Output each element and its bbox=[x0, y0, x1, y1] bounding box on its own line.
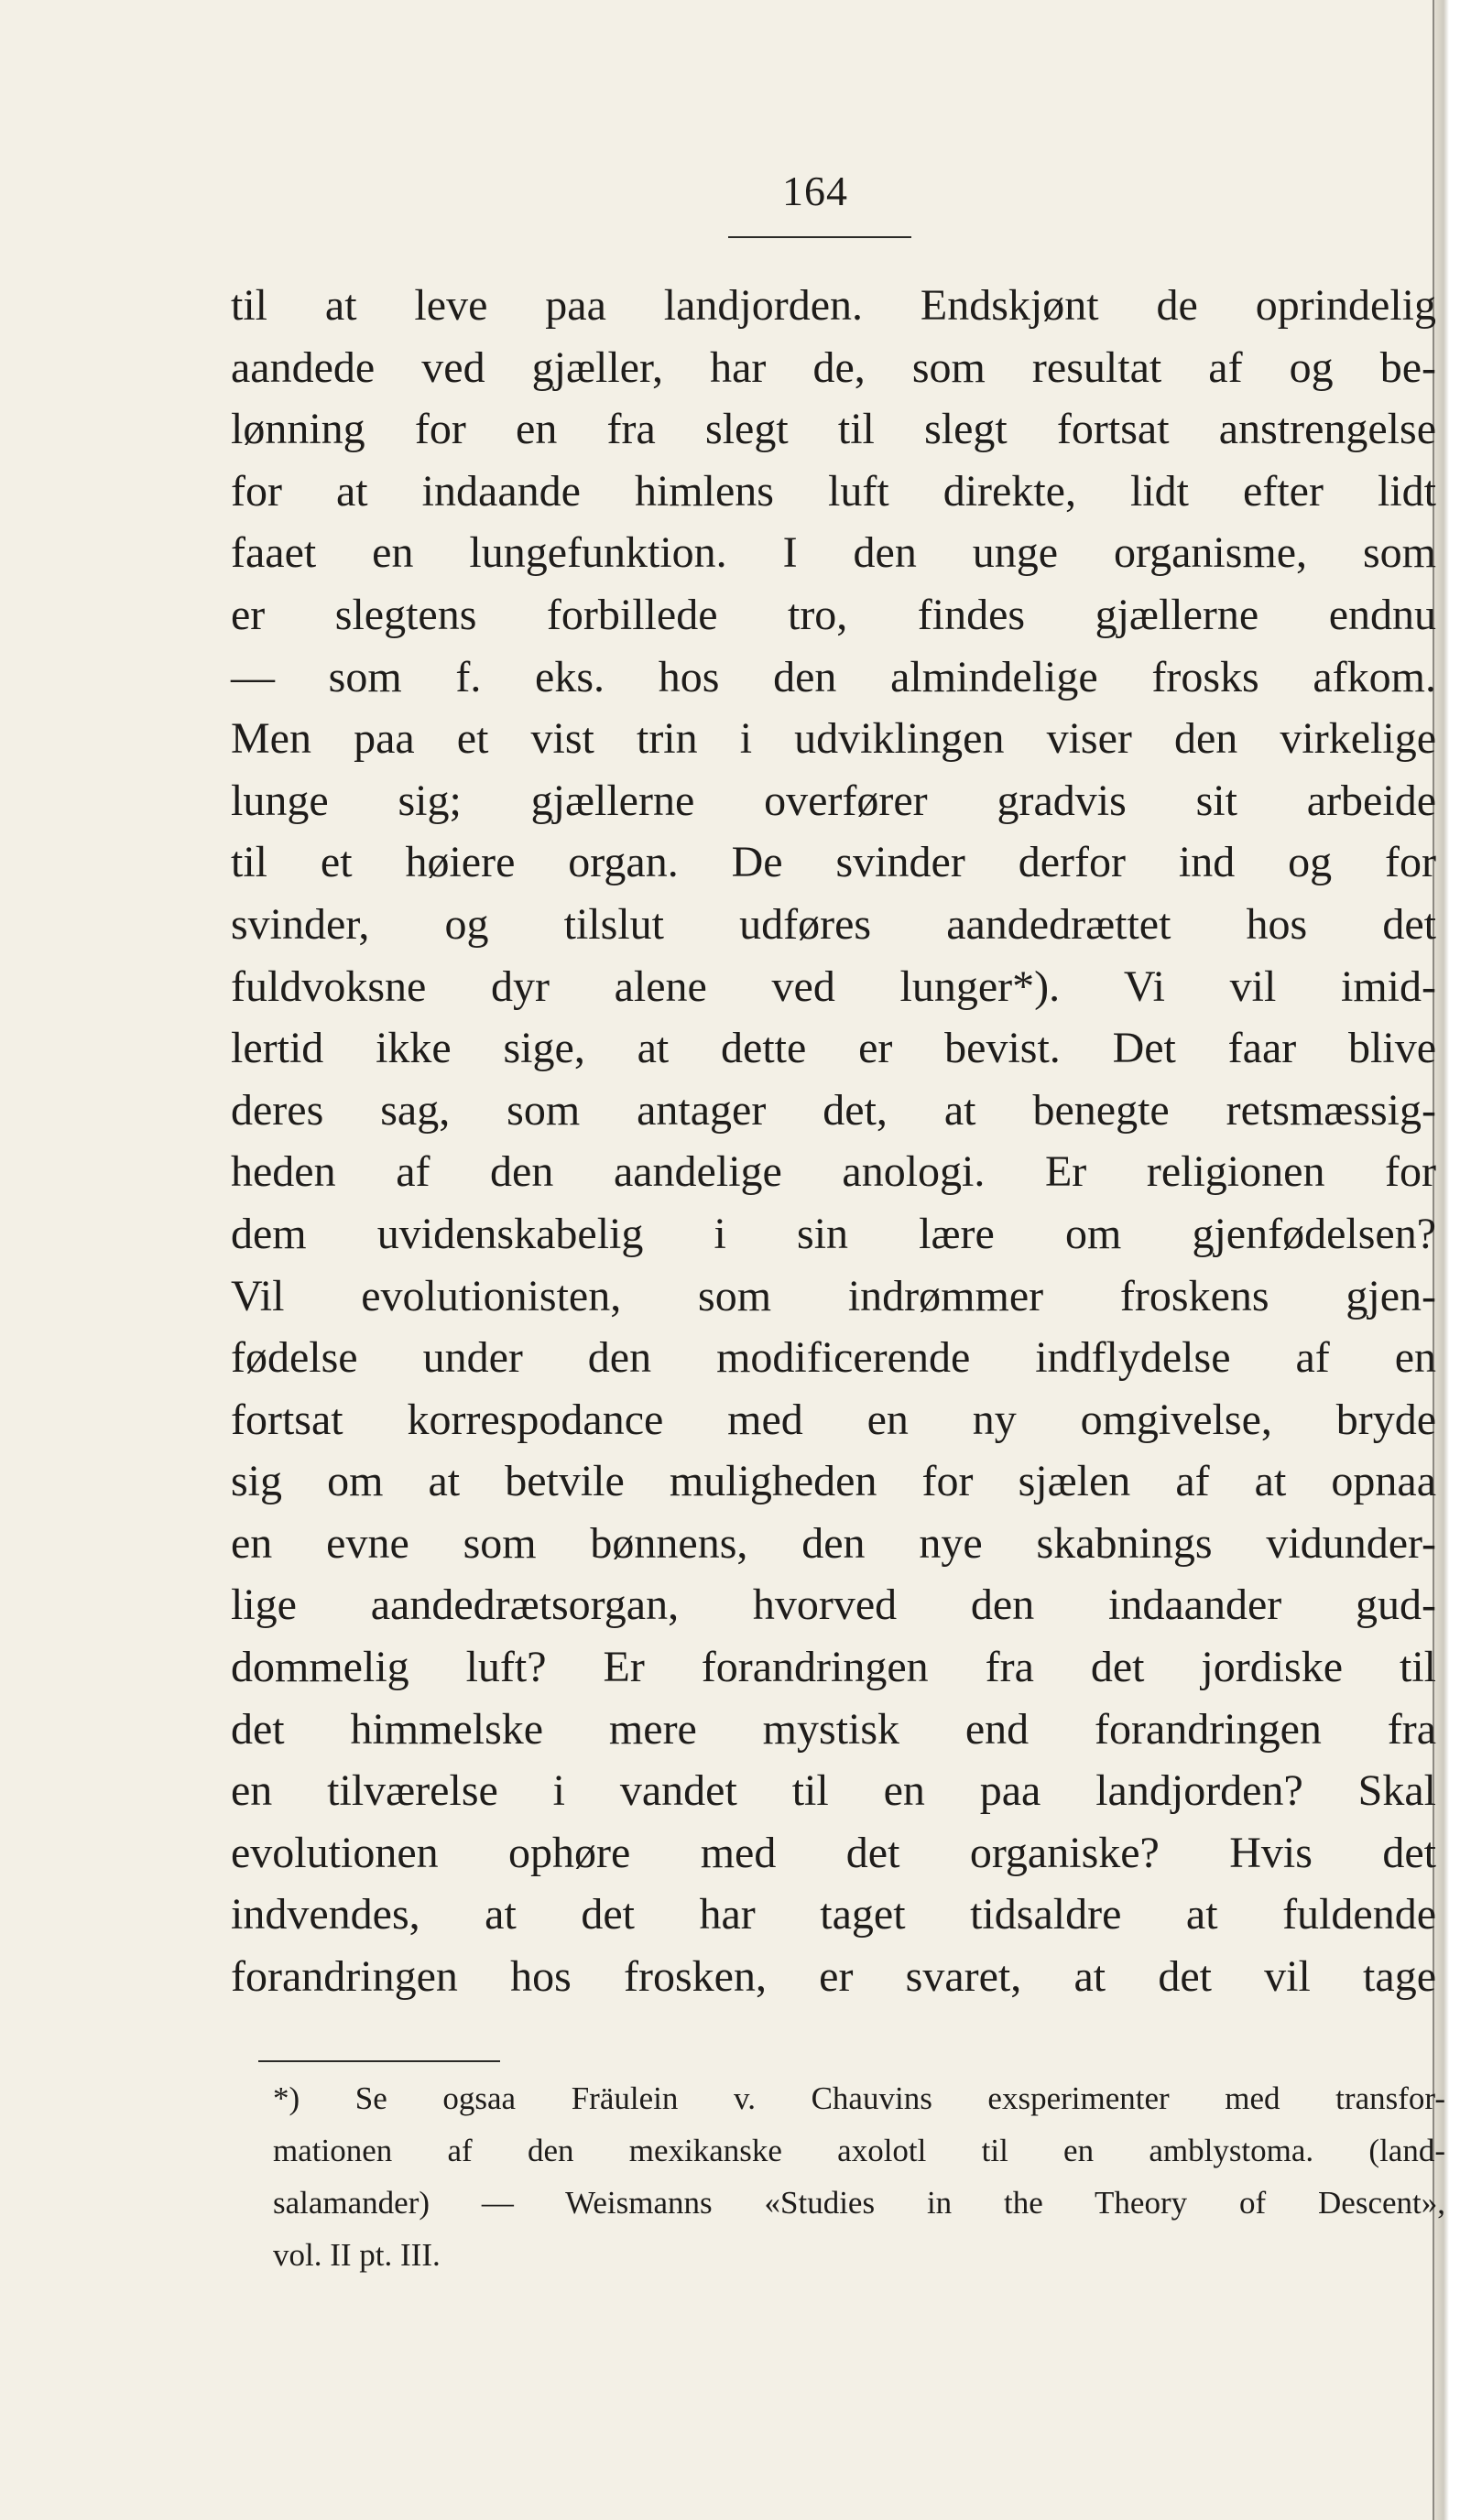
text-line: er slegtens forbillede tro, findes gjællerne endnu bbox=[231, 590, 1436, 639]
text-line: fødelse under den modificerende indflydelse af en bbox=[231, 1333, 1436, 1383]
text-line: for at indaande himlens luft direkte, lidt efter lidt bbox=[231, 466, 1436, 516]
text-line: til at leve paa landjorden. Endskjønt de oprindelig bbox=[231, 281, 1436, 330]
text-line: svinder, og tilslut udføres aandedrættet hos det bbox=[231, 899, 1436, 949]
text-line: en evne som bønnens, den nye skabnings vidunder- bbox=[231, 1518, 1436, 1568]
text-line: det himmelske mere mystisk end forandringen fra bbox=[231, 1704, 1436, 1754]
text-line: til et høiere organ. De svinder derfor ind og for bbox=[231, 838, 1436, 887]
text-line: lertid ikke sige, at dette er bevist. Det faar blive bbox=[231, 1024, 1436, 1073]
text-line: dommelig luft? Er forandringen fra det jordiske til bbox=[231, 1643, 1436, 1692]
text-line: heden af den aandelige anologi. Er religionen for bbox=[231, 1147, 1436, 1197]
text-line: faaet en lungefunktion. I den unge organisme, som bbox=[231, 528, 1436, 578]
text-line: forandringen hos frosken, er svaret, at det vil tage bbox=[231, 1952, 1436, 2002]
text-line: dem uvidenskabelig i sin lære om gjenfødelsen? bbox=[231, 1209, 1436, 1258]
page-number-rule bbox=[728, 236, 911, 238]
body-text bbox=[231, 275, 1436, 2008]
text-line: en tilværelse i vandet til en paa landjorden? Skal bbox=[231, 1766, 1436, 1816]
footnote-line: *) Se ogsaa Fräulein v. Chauvins exsperimenter med transfor- bbox=[273, 2080, 1445, 2116]
text-line: Men paa et vist trin i udviklingen viser den virkelige bbox=[231, 714, 1436, 764]
text-line: Vil evolutionisten, som indrømmer froskens gjen- bbox=[231, 1271, 1436, 1320]
footnote-line: vol. II pt. III. bbox=[273, 2237, 441, 2273]
text-line: — som f. eks. hos den almindelige frosks afkom. bbox=[231, 652, 1436, 701]
text-line: fuldvoksne dyr alene ved lunger*). Vi vil imid- bbox=[231, 961, 1436, 1011]
footnote-divider bbox=[258, 2060, 500, 2062]
footnote bbox=[273, 2072, 1445, 2281]
page-number: 164 bbox=[782, 168, 848, 214]
text-line: deres sag, som antager det, at benegte retsmæssig- bbox=[231, 1085, 1436, 1135]
text-line: lønning for en fra slegt til slegt fortsat anstrengelse bbox=[231, 405, 1436, 454]
text-line: aandede ved gjæller, har de, som resultat af og be- bbox=[231, 342, 1436, 392]
text-line: fortsat korrespodance med en ny omgivelse, bryde bbox=[231, 1395, 1436, 1444]
footnote-line: mationen af den mexikanske axolotl til en amblystoma. (land- bbox=[273, 2133, 1445, 2168]
text-line: sig om at betvile muligheden for sjælen af at opnaa bbox=[231, 1457, 1436, 1506]
text-line: lunge sig; gjællerne overfører gradvis sit arbeide bbox=[231, 776, 1436, 825]
text-line: indvendes, at det har taget tidsaldre at fuldende bbox=[231, 1890, 1436, 1939]
text-line: lige aandedrætsorgan, hvorved den indaander gud- bbox=[231, 1580, 1436, 1630]
text-line: evolutionen ophøre med det organiske? Hvis det bbox=[231, 1828, 1436, 1877]
footnote-line: salamander) — Weismanns «Studies in the Theory of Descent», bbox=[273, 2185, 1445, 2221]
